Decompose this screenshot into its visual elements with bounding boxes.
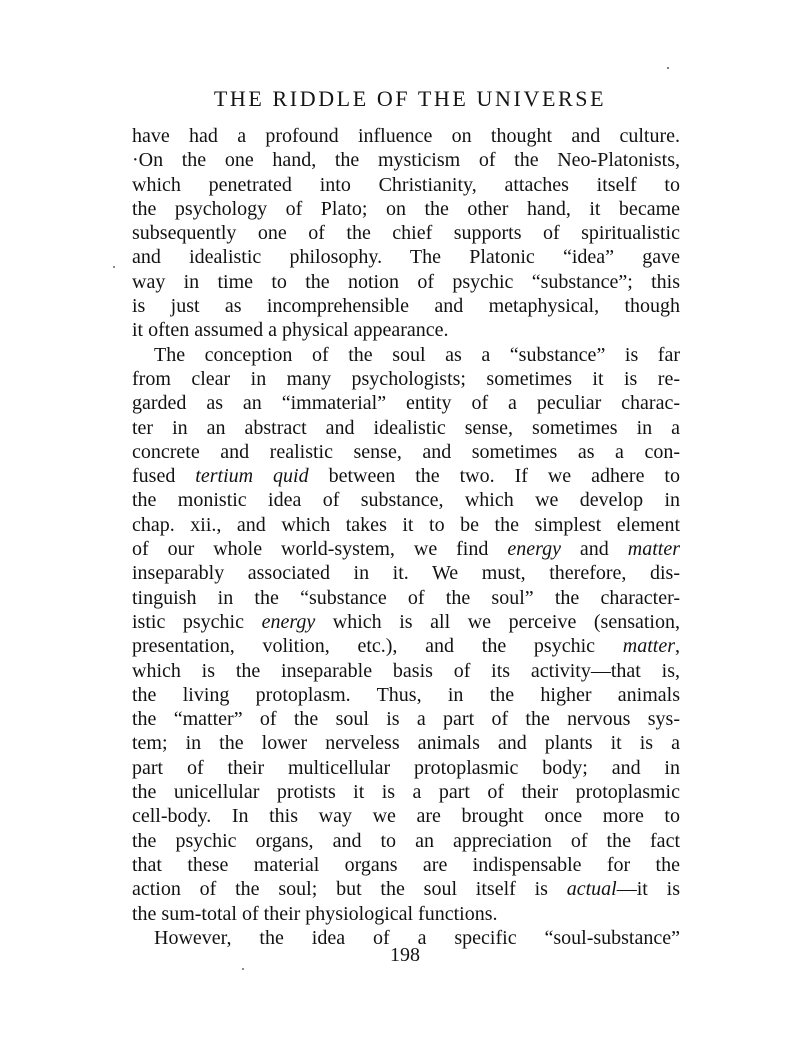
text-line: istic psychic energy which is all we perceive (sensation, [132,610,680,633]
text-line: the “matter” of the soul is a part of the nervous sys- [132,708,680,731]
text-line: the psychic organs, and to an appreciation of the fact [132,829,680,852]
text-line: is just as incomprehensible and metaphysical, though [132,295,680,318]
text-line: the monistic idea of substance, which we develop in [132,489,680,512]
text-line: The conception of the soul as a “substance” is far [154,343,680,366]
text-line: part of their multicellular protoplasmic body; and in [132,756,680,779]
text-line: garded as an “immaterial” entity of a peculiar charac- [132,392,680,415]
text-line: of our whole world-system, we find energy and matter [132,538,680,561]
text-line: have had a profound influence on thought and culture. [132,125,680,147]
text-line: tem; in the lower nerveless animals and plants it is a [132,732,680,755]
text-line: However, the idea of a specific “soul-substance” [154,926,680,949]
text-line: ter in an abstract and idealistic sense, sometimes in a [132,416,680,439]
text-line: that these material organs are indispensable for the [132,853,680,876]
text-line: fused tertium quid between the two. If we adhere to [132,465,680,488]
text-line: concrete and realistic sense, and sometimes as a con- [132,440,680,463]
text-line: action of the soul; but the soul itself is actual—it is [132,878,680,901]
page-number: 198 [390,944,420,966]
text-line: cell-body. In this way we are brought once more to [132,805,680,828]
text-line: ·On the one hand, the mysticism of the Neo-Platonists, [132,149,680,172]
text-line: it often assumed a physical appearance. [132,319,449,342]
text-line: which is the inseparable basis of its activity—that is, [132,659,680,682]
text-line: the living protoplasm. Thus, in the higher animals [132,683,680,706]
text-line: presentation, volition, etc.), and the psychic matter, [132,635,680,658]
text-line: the psychology of Plato; on the other hand, it became [132,197,680,220]
text-line: the unicellular protists it is a part of their protoplasmic [132,781,680,804]
text-line: and idealistic philosophy. The Platonic “idea” gave [132,246,680,269]
scan-speck [667,67,669,69]
text-line: subsequently one of the chief supports of spiritualistic [132,222,680,245]
text-line: which penetrated into Christianity, attaches itself to [132,173,680,196]
running-head: THE RIDDLE OF THE UNIVERSE [213,86,607,111]
text-line: chap. xii., and which takes it to be the simplest element [132,513,680,536]
text-line: tinguish in the “substance of the soul” the character- [132,586,680,609]
text-line: inseparably associated in it. We must, therefore, dis- [132,562,680,585]
text-line: from clear in many psychologists; sometimes it is re- [132,367,680,390]
text-line: way in time to the notion of psychic “substance”; this [132,270,680,293]
scan-speck [113,266,115,268]
text-line: the sum-total of their physiological functions. [132,902,498,925]
body-text [132,124,680,950]
scan-speck [242,968,244,970]
